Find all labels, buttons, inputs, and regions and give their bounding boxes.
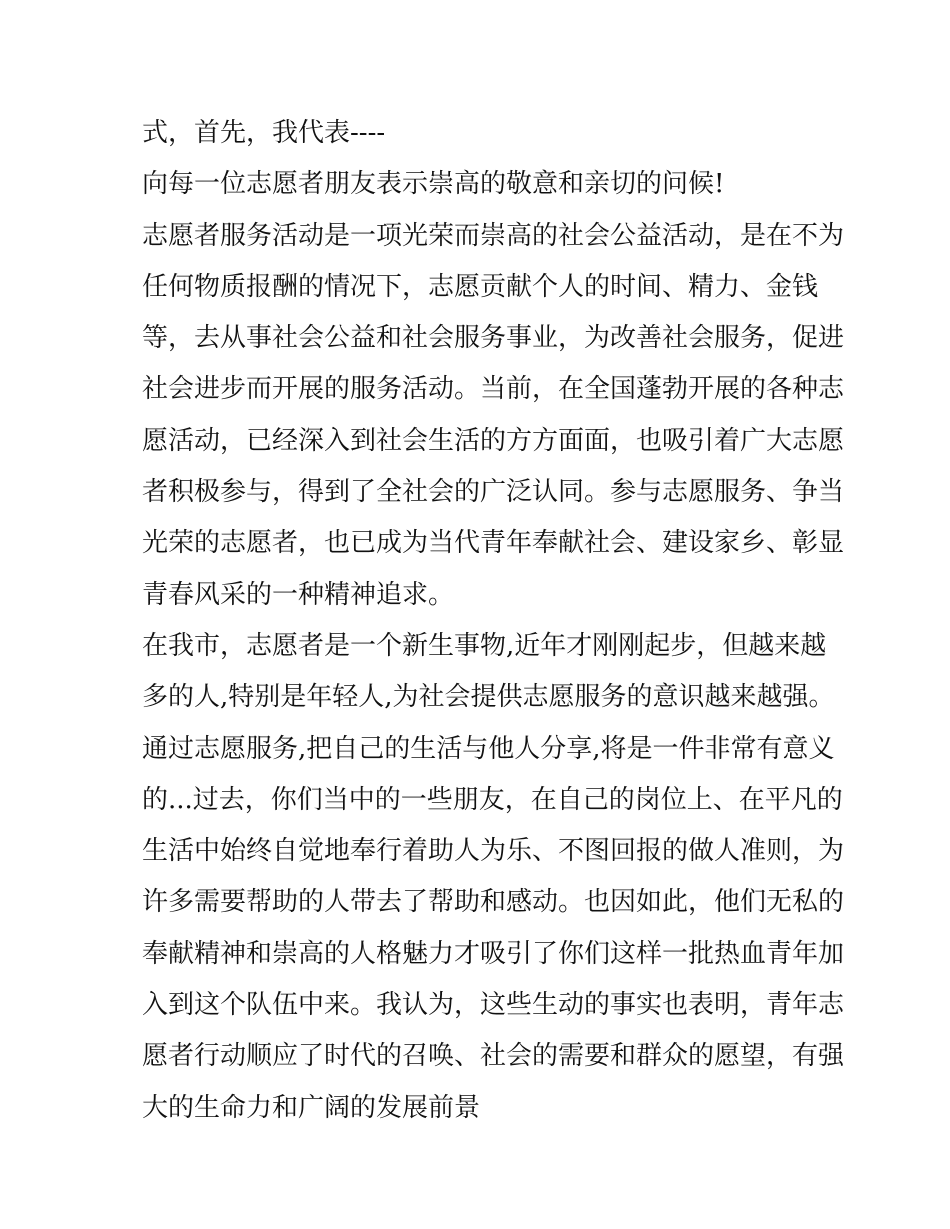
text-line: 愿者行动顺应了时代的召唤、社会的需要和群众的愿望，有强 xyxy=(142,1041,845,1072)
text-line: 愿活动，已经深入到社会生活的方方面面，也吸引着广大志愿 xyxy=(142,425,845,456)
text-line: 青春风采的一种精神追求。 xyxy=(142,579,455,610)
text-line: 者积极参与，得到了全社会的广泛认同。参与志愿服务、争当 xyxy=(142,477,845,508)
text-line: 许多需要帮助的人带去了帮助和感动。也因如此，他们无私的 xyxy=(142,887,845,918)
text-line: 在我市，志愿者是一个新生事物,近年才刚刚起步，但越来越 xyxy=(142,630,827,661)
text-line: 任何物质报酬的情况下，志愿贡献个人的时间、精力、金钱 xyxy=(142,271,819,302)
text-line: 社会进步而开展的服务活动。当前，在全国蓬勃开展的各种志 xyxy=(142,374,845,405)
text-line: 大的生命力和广阔的发展前景 xyxy=(142,1092,481,1123)
text-line: 奉献精神和崇高的人格魅力才吸引了你们这样一批热血青年加 xyxy=(142,938,845,969)
text-line: 向每一位志愿者朋友表示崇高的敬意和亲切的问候! xyxy=(142,169,725,200)
text-line: 通过志愿服务,把自己的生活与他人分享,将是一件非常有意义 xyxy=(142,733,835,764)
text-line: 生活中始终自觉地奉行着助人为乐、不图回报的做人准则，为 xyxy=(142,836,845,867)
text-line: 等，去从事社会公益和社会服务事业，为改善社会服务，促进 xyxy=(142,323,845,354)
text-line: 入到这个队伍中来。我认为，这些生动的事实也表明，青年志 xyxy=(142,990,845,1021)
text-line: 光荣的志愿者，也已成为当代青年奉献社会、建设家乡、彰显 xyxy=(142,528,845,559)
text-line: 志愿者服务活动是一项光荣而崇高的社会公益活动，是在不为 xyxy=(142,220,845,251)
text-line: 的...过去，你们当中的一些朋友，在自己的岗位上、在平凡的 xyxy=(142,784,843,815)
text-line: 式，首先，我代表---- xyxy=(142,118,386,148)
body-text xyxy=(142,108,845,1134)
text-line: 多的人,特别是年轻人,为社会提供志愿服务的意识越来越强。 xyxy=(142,682,835,713)
